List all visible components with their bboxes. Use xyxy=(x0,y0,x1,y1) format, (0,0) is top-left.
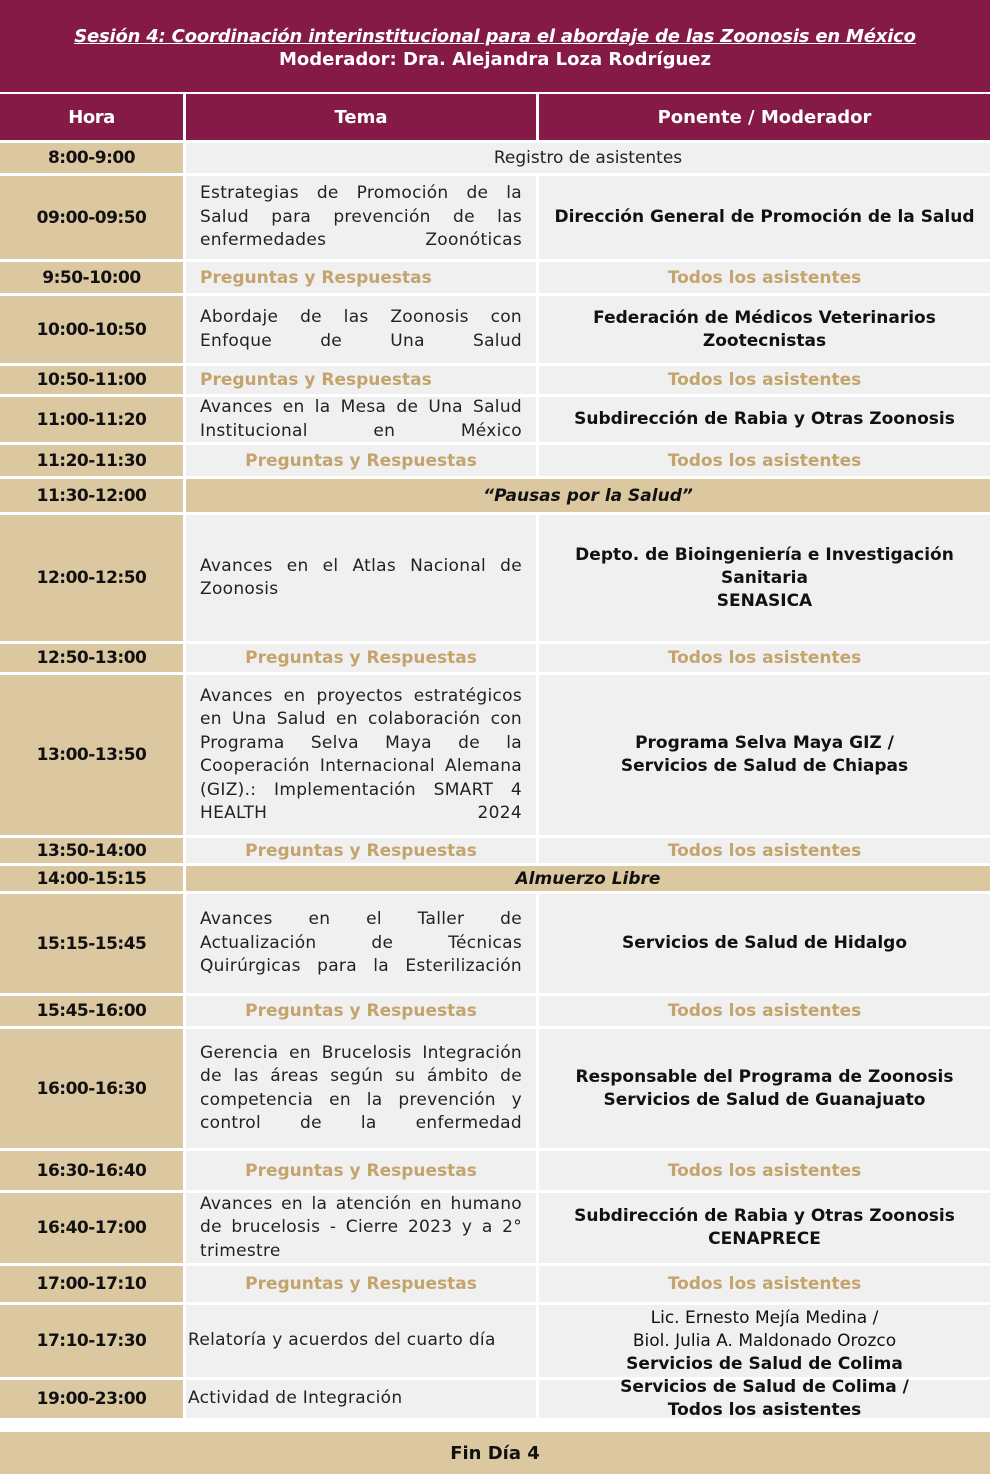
time-cell: 10:50-11:00 xyxy=(0,366,183,394)
time-cell: 15:15-15:45 xyxy=(0,894,183,993)
speaker-text xyxy=(626,1307,903,1376)
speaker-line: Programa Selva Maya GIZ / xyxy=(635,733,894,753)
time-cell: 17:10-17:30 xyxy=(0,1305,183,1377)
qa-topic-cell: Preguntas y Respuestas xyxy=(186,644,536,672)
table-row xyxy=(0,1029,990,1148)
qa-speaker-cell: Todos los asistentes xyxy=(539,262,990,293)
qa-topic-cell: Preguntas y Respuestas xyxy=(186,262,536,293)
speaker-cell xyxy=(539,1305,990,1377)
time-cell: 11:00-11:20 xyxy=(0,397,183,442)
speaker-text: Federación de Médicos Veterinarios Zootecnistas xyxy=(593,307,936,351)
speaker-line: Responsable del Programa de Zoonosis xyxy=(575,1066,954,1087)
speaker-line: CENAPRECE xyxy=(708,1229,821,1249)
session-title: Sesión 4: Coordinación interinstitucional para el abordaje de las Zoonosis en México xyxy=(74,26,916,47)
time-cell: 16:00-16:30 xyxy=(0,1029,183,1148)
speaker-cell xyxy=(539,675,990,835)
time-cell: 13:50-14:00 xyxy=(0,838,183,863)
table-row xyxy=(0,894,990,993)
time-cell: 11:30-12:00 xyxy=(0,479,183,512)
speaker-line: Servicios de Salud de Colima xyxy=(626,1353,903,1374)
topic-cell xyxy=(186,397,536,442)
time-cell: 15:45-16:00 xyxy=(0,996,183,1026)
speaker-line: Todos los asistentes xyxy=(667,1400,862,1420)
speaker-cell xyxy=(539,1029,990,1148)
break-cell: Almuerzo Libre xyxy=(186,866,990,891)
speaker-cell xyxy=(539,894,990,993)
speaker-line: Servicios de Salud de Chiapas xyxy=(620,756,909,776)
topic-cell xyxy=(186,1029,536,1148)
topic-text: Relatoría y acuerdos del cuarto día xyxy=(188,1330,496,1351)
speaker-text: Servicios de Salud de Hidalgo xyxy=(621,933,908,953)
qa-topic-cell: Preguntas y Respuestas xyxy=(186,445,536,476)
topic-cell xyxy=(186,1193,536,1263)
table-row xyxy=(0,1377,990,1420)
table-row xyxy=(0,1305,990,1377)
topic-text: Actividad de Integración xyxy=(188,1388,403,1409)
header-hora: Hora xyxy=(0,94,183,140)
qa-speaker-cell: Todos los asistentes xyxy=(539,445,990,476)
table-row xyxy=(0,397,990,442)
time-cell: 09:00-09:50 xyxy=(0,176,183,259)
table-row xyxy=(0,1193,990,1263)
qa-speaker-cell: Todos los asistentes xyxy=(539,644,990,672)
qa-speaker-cell: Todos los asistentes xyxy=(539,1266,990,1302)
topic-cell xyxy=(186,894,536,993)
speaker-text: Subdirección de Rabia y Otras Zoonosis xyxy=(574,409,955,429)
topic-text: Avances en la Mesa de Una Salud Institucional en México xyxy=(200,397,522,441)
topic-cell xyxy=(186,1380,536,1418)
time-cell: 11:20-11:30 xyxy=(0,445,183,476)
topic-text: Avances en proyectos estratégicos en Una Salud en colaboración con Programa Selva Maya de la Cooperación Internacional Alemana (GIZ).: Implementación SMART 4 HEALTH 2024 xyxy=(200,685,522,823)
table-header xyxy=(0,94,990,140)
speaker-text xyxy=(574,1205,955,1251)
time-cell: 14:00-15:15 xyxy=(0,866,183,891)
qa-topic-cell: Preguntas y Respuestas xyxy=(186,1151,536,1190)
registration-cell: Registro de asistentes xyxy=(186,143,990,173)
speaker-cell xyxy=(539,515,990,641)
header-ponente: Ponente / Moderador xyxy=(539,94,990,140)
qa-speaker-cell: Todos los asistentes xyxy=(539,1151,990,1190)
topic-text: Gerencia en Brucelosis Integración de las áreas según su ámbito de competencia en la prevención y control de la enfermedad xyxy=(200,1042,522,1133)
speaker-text xyxy=(620,1376,909,1422)
header-tema: Tema xyxy=(186,94,536,140)
table-row xyxy=(0,296,990,363)
topic-cell xyxy=(186,176,536,259)
topic-cell xyxy=(186,515,536,641)
table-row xyxy=(0,838,990,863)
table-row xyxy=(0,143,990,173)
topic-text: Avances en el Taller de Actualización de Técnicas Quirúrgicas para la Esterilización xyxy=(200,909,522,977)
table-row xyxy=(0,515,990,641)
time-cell: 10:00-10:50 xyxy=(0,296,183,363)
topic-cell xyxy=(186,675,536,835)
speaker-cell xyxy=(539,1193,990,1263)
speaker-cell xyxy=(539,1377,990,1420)
speaker-line: Sanitaria xyxy=(721,567,808,588)
qa-topic-cell: Preguntas y Respuestas xyxy=(186,366,536,394)
speaker-line: Biol. Julia A. Maldonado Orozco xyxy=(632,1330,897,1351)
speaker-cell xyxy=(539,296,990,363)
time-cell: 12:00-12:50 xyxy=(0,515,183,641)
speaker-text xyxy=(576,1066,954,1112)
time-cell: 19:00-23:00 xyxy=(0,1380,183,1418)
topic-cell xyxy=(186,296,536,363)
qa-topic-cell: Preguntas y Respuestas xyxy=(186,996,536,1026)
topic-text: Abordaje de las Zoonosis con Enfoque de Una Salud xyxy=(200,307,522,351)
time-cell: 16:40-17:00 xyxy=(0,1193,183,1263)
session-banner xyxy=(0,0,990,92)
speaker-line: Depto. de Bioingeniería e Investigación xyxy=(575,544,954,565)
break-cell: “Pausas por la Salud” xyxy=(186,479,990,512)
qa-topic-cell: Preguntas y Respuestas xyxy=(186,1266,536,1302)
table-row xyxy=(0,866,990,891)
speaker-cell xyxy=(539,176,990,259)
speaker-line: Lic. Ernesto Mejía Medina / xyxy=(650,1307,879,1328)
speaker-line: Subdirección de Rabia y Otras Zoonosis xyxy=(574,1206,955,1226)
table-row xyxy=(0,996,990,1026)
session-moderator: Moderador: Dra. Alejandra Loza Rodríguez xyxy=(279,49,711,70)
table-row xyxy=(0,176,990,259)
speaker-text xyxy=(575,544,954,613)
qa-topic-cell: Preguntas y Respuestas xyxy=(186,838,536,863)
table-row xyxy=(0,1151,990,1190)
topic-text: Estrategias de Promoción de la Salud para prevención de las enfermedades Zoonóticas xyxy=(200,183,522,251)
qa-speaker-cell: Todos los asistentes xyxy=(539,838,990,863)
time-cell: 8:00-9:00 xyxy=(0,143,183,173)
speaker-text: Dirección General de Promoción de la Salud xyxy=(554,207,975,227)
table-row xyxy=(0,479,990,512)
qa-speaker-cell: Todos los asistentes xyxy=(539,996,990,1026)
qa-speaker-cell: Todos los asistentes xyxy=(539,366,990,394)
time-cell: 17:00-17:10 xyxy=(0,1266,183,1302)
topic-text: Avances en el Atlas Nacional de Zoonosis xyxy=(200,555,522,599)
table-row xyxy=(0,644,990,672)
end-of-day-banner: Fin Día 4 xyxy=(0,1432,990,1474)
speaker-text xyxy=(621,732,908,778)
table-row xyxy=(0,262,990,293)
table-row xyxy=(0,1266,990,1302)
speaker-cell xyxy=(539,397,990,442)
table-row xyxy=(0,445,990,476)
topic-cell xyxy=(186,1305,536,1377)
topic-text: Avances en la atención en humano de brucelosis - Cierre 2023 y a 2° trimestre xyxy=(200,1193,522,1261)
table-row xyxy=(0,366,990,394)
time-cell: 16:30-16:40 xyxy=(0,1151,183,1190)
time-cell: 12:50-13:00 xyxy=(0,644,183,672)
time-cell: 9:50-10:00 xyxy=(0,262,183,293)
speaker-line: Servicios de Salud de Guanajuato xyxy=(603,1089,926,1110)
speaker-line: SENASICA xyxy=(716,590,813,611)
time-cell: 13:00-13:50 xyxy=(0,675,183,835)
table-row xyxy=(0,675,990,835)
speaker-line: Servicios de Salud de Colima / xyxy=(620,1377,909,1397)
